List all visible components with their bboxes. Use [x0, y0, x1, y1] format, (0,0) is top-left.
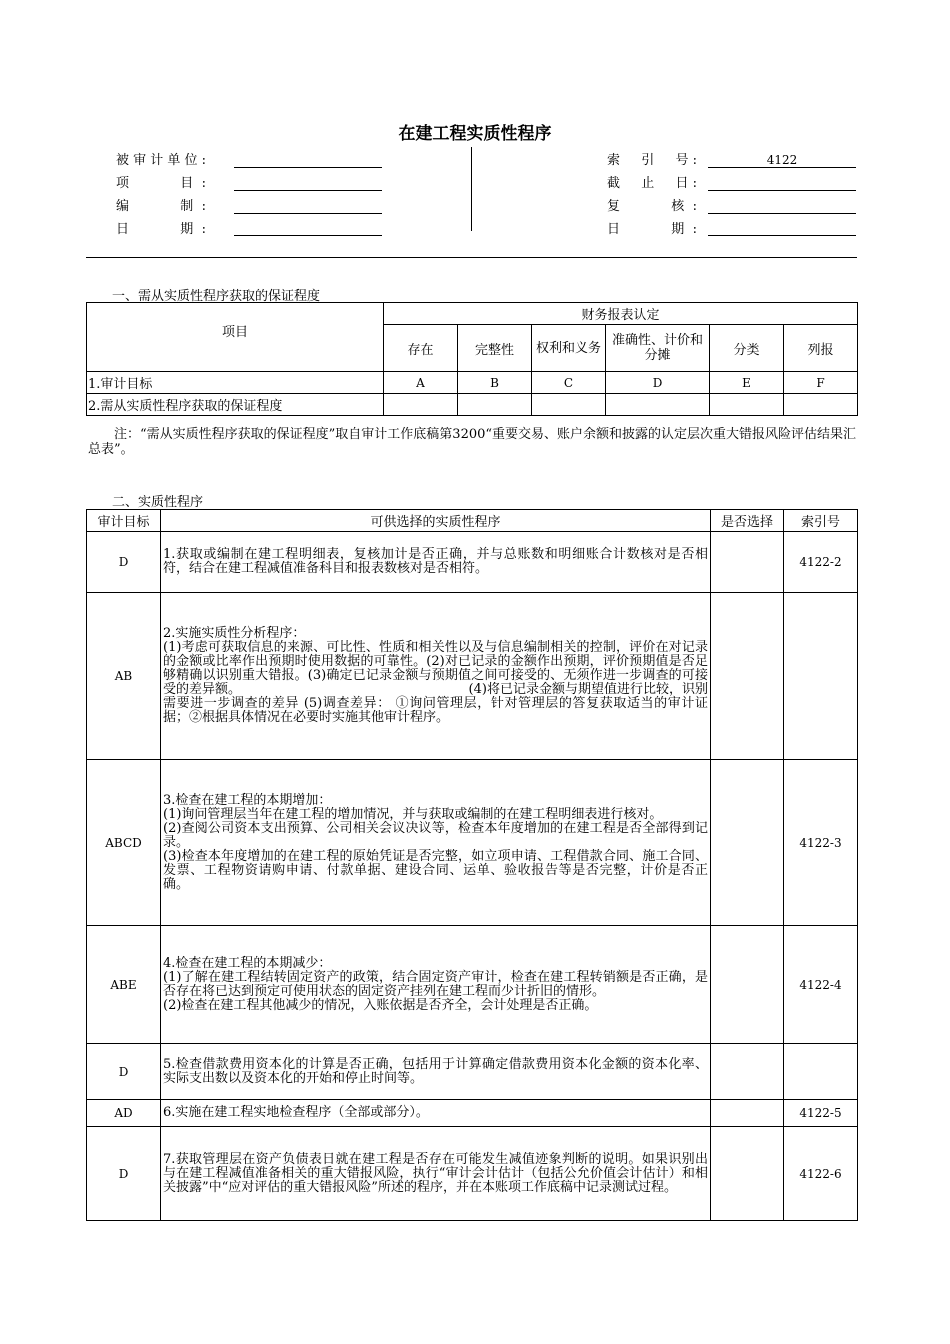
row2-target: AB: [87, 593, 161, 760]
col-header-rights: 权利和义务: [532, 325, 606, 372]
procedure-line: 3.检查在建工程的本期增加：: [163, 792, 332, 808]
procedure-line: 5.检查借款费用资本化的计算是否正确，包括用于计算确定借款费用资本化金额的资本化率、实际支出数以及资本化的开始和停止时间等。: [163, 1056, 708, 1086]
row3-selected[interactable]: [711, 760, 784, 926]
assurance-table: [86, 302, 858, 416]
procedure-line: 1.获取或编制在建工程明细表，复核加计是否正确，并与总账数和明细账合计数核对是否相符，结合在建工程减值准备科目和报表数核对是否相符。: [163, 547, 708, 576]
row1-procedure: [161, 532, 711, 593]
row3-target: ABCD: [87, 760, 161, 926]
row6-index: 4122-5: [784, 1100, 858, 1127]
header-rule: [86, 257, 857, 258]
row4-selected[interactable]: [711, 926, 784, 1044]
row2-index: [784, 593, 858, 760]
cell-assurance-e[interactable]: [710, 394, 784, 416]
row-label-audit-objective: 1.审计目标: [87, 372, 384, 394]
header-left-label-0: 被审计单位:: [116, 153, 206, 168]
procedure-line: (1)考虑可获取信息的来源、可比性、性质和相关性以及与信息编制相关的控制，评价在对记录的金额或比率作出预期时使用数据的可靠性。(2)对已记录的金额作出预期，评价预期值是否足够精确以识别重大错报。(3)确定已记录金额与预期值之间可接受的、无须作进一步调查的可接受的差异额。 (4)将已记录金额与期望值进行比较，识别需要进一步调查的差异 (5)调查差异： ①询问管理层，针对管理层的答复获取适当的审计证据；②根据具体情况在必要时实施其他审计程序。: [163, 640, 708, 725]
row2-procedure: [161, 593, 711, 760]
procedure-line: 6.实施在建工程实地检查程序（全部或部分）。: [163, 1105, 429, 1120]
header-left-label-3: 日 期:: [116, 222, 206, 237]
procedure-line: (3)检查本年度增加的在建工程的原始凭证是否完整，如立项申请、工程借款合同、施工合同、发票、工程物资请购申请、付款单据、建设合同、运单、验收报告等是否完整，计价是否正确。: [163, 848, 708, 892]
item-header: 项目: [87, 303, 384, 372]
reviewer-field[interactable]: [708, 199, 856, 214]
header-procedure: 可供选择的实质性程序: [161, 510, 711, 532]
assurance-note: 注：“需从实质性程序获取的保证程度”取自审计工作底稿第3200“重要交易、账户余额和披露的认定层次重大错报风险评估结果汇总表”。: [88, 427, 857, 457]
section1-heading: 一、需从实质性程序获取的保证程度: [112, 289, 321, 304]
header-divider: [471, 147, 472, 231]
cell-objective-d: D: [606, 372, 710, 394]
cell-objective-b: B: [458, 372, 532, 394]
cutoff-date-field[interactable]: [708, 176, 856, 191]
header-right-label-0: 索 引 号:: [607, 153, 697, 168]
table-row: [87, 1044, 858, 1100]
procedures-table: [86, 509, 858, 1221]
col-header-presentation: 列报: [784, 325, 858, 372]
row7-procedure: [161, 1127, 711, 1221]
row6-target: AD: [87, 1100, 161, 1127]
row1-selected[interactable]: [711, 532, 784, 593]
procedure-line: (1)了解在建工程结转固定资产的政策，结合固定资产审计，检查在建工程转销额是否正确，是否存在将已达到预定可使用状态的固定资产挂列在建工程而少计折旧的情形。: [163, 969, 708, 999]
header-selected: 是否选择: [711, 510, 784, 532]
col-header-existence: 存在: [384, 325, 458, 372]
cell-objective-a: A: [384, 372, 458, 394]
col-header-completeness: 完整性: [458, 325, 532, 372]
table-row: [87, 593, 858, 760]
procedure-line: (2)检查在建工程其他减少的情况，入账依据是否齐全，会计处理是否正确。: [163, 997, 598, 1013]
row1-target: D: [87, 532, 161, 593]
row6-selected[interactable]: [711, 1100, 784, 1127]
row3-index: 4122-3: [784, 760, 858, 926]
procedure-line: 2.实施实质性分析程序：: [163, 626, 306, 641]
header-left-label-2: 编 制:: [116, 199, 206, 214]
row2-selected[interactable]: [711, 593, 784, 760]
procedure-line: (1)询问管理层当年在建工程的增加情况，并与获取或编制的在建工程明细表进行核对。: [163, 806, 663, 822]
cell-assurance-a[interactable]: [384, 394, 458, 416]
cell-assurance-d[interactable]: [606, 394, 710, 416]
row4-target: ABE: [87, 926, 161, 1044]
col-header-accuracy: 准确性、计价和分摊: [606, 325, 710, 372]
procedure-line: (2)查阅公司资本支出预算、公司相关会议决议等，检查本年度增加的在建工程是否全部得到记录。: [163, 820, 708, 850]
table-row: [87, 1100, 858, 1127]
procedure-line: 4.检查在建工程的本期减少：: [163, 955, 332, 971]
col-header-classification: 分类: [710, 325, 784, 372]
cell-objective-f: F: [784, 372, 858, 394]
row1-index: 4122-2: [784, 532, 858, 593]
assertion-group-header: 财务报表认定: [384, 303, 858, 325]
cell-assurance-f[interactable]: [784, 394, 858, 416]
table-row: [87, 532, 858, 593]
row7-selected[interactable]: [711, 1127, 784, 1221]
section2-heading: 二、实质性程序: [112, 495, 204, 510]
row5-target: D: [87, 1044, 161, 1100]
header-right-label-3: 日 期:: [607, 222, 697, 237]
header-audit-target: 审计目标: [87, 510, 161, 532]
project-field[interactable]: [234, 176, 382, 191]
cell-objective-c: C: [532, 372, 606, 394]
audited-entity-field[interactable]: [234, 153, 382, 168]
header-right-label-2: 复 核:: [607, 199, 697, 214]
page-title: 在建工程实质性程序: [398, 124, 552, 144]
header-left-label-1: 项 目:: [116, 176, 206, 191]
row7-index: 4122-6: [784, 1127, 858, 1221]
row5-selected[interactable]: [711, 1044, 784, 1100]
preparer-field[interactable]: [234, 199, 382, 214]
table-row: [87, 1127, 858, 1221]
prepare-date-field[interactable]: [234, 221, 382, 236]
table-row: [87, 760, 858, 926]
cell-assurance-b[interactable]: [458, 394, 532, 416]
row7-target: D: [87, 1127, 161, 1221]
row5-index: [784, 1044, 858, 1100]
row4-index: 4122-4: [784, 926, 858, 1044]
review-date-field[interactable]: [708, 221, 856, 236]
header-index: 索引号: [784, 510, 858, 532]
row-label-assurance-level: 2.需从实质性程序获取的保证程度: [87, 394, 384, 416]
procedure-line: 7.获取管理层在资产负债表日就在建工程是否存在可能发生减值迹象判断的说明。如果识别出与在建工程减值准备相关的重大错报风险，执行“审计会计估计（包括公允价值会计估计）和相关披露”中“应对评估的重大错报风险”所述的程序，并在本账项工作底稿中记录测试过程。: [163, 1151, 708, 1195]
row3-procedure: [161, 760, 711, 926]
cell-objective-e: E: [710, 372, 784, 394]
cell-assurance-c[interactable]: [532, 394, 606, 416]
row5-procedure: [161, 1044, 711, 1100]
index-number-field[interactable]: 4122: [708, 153, 856, 168]
row4-procedure: [161, 926, 711, 1044]
table-row: [87, 926, 858, 1044]
row6-procedure: [161, 1100, 711, 1127]
header-right-label-1: 截 止 日:: [607, 176, 697, 191]
